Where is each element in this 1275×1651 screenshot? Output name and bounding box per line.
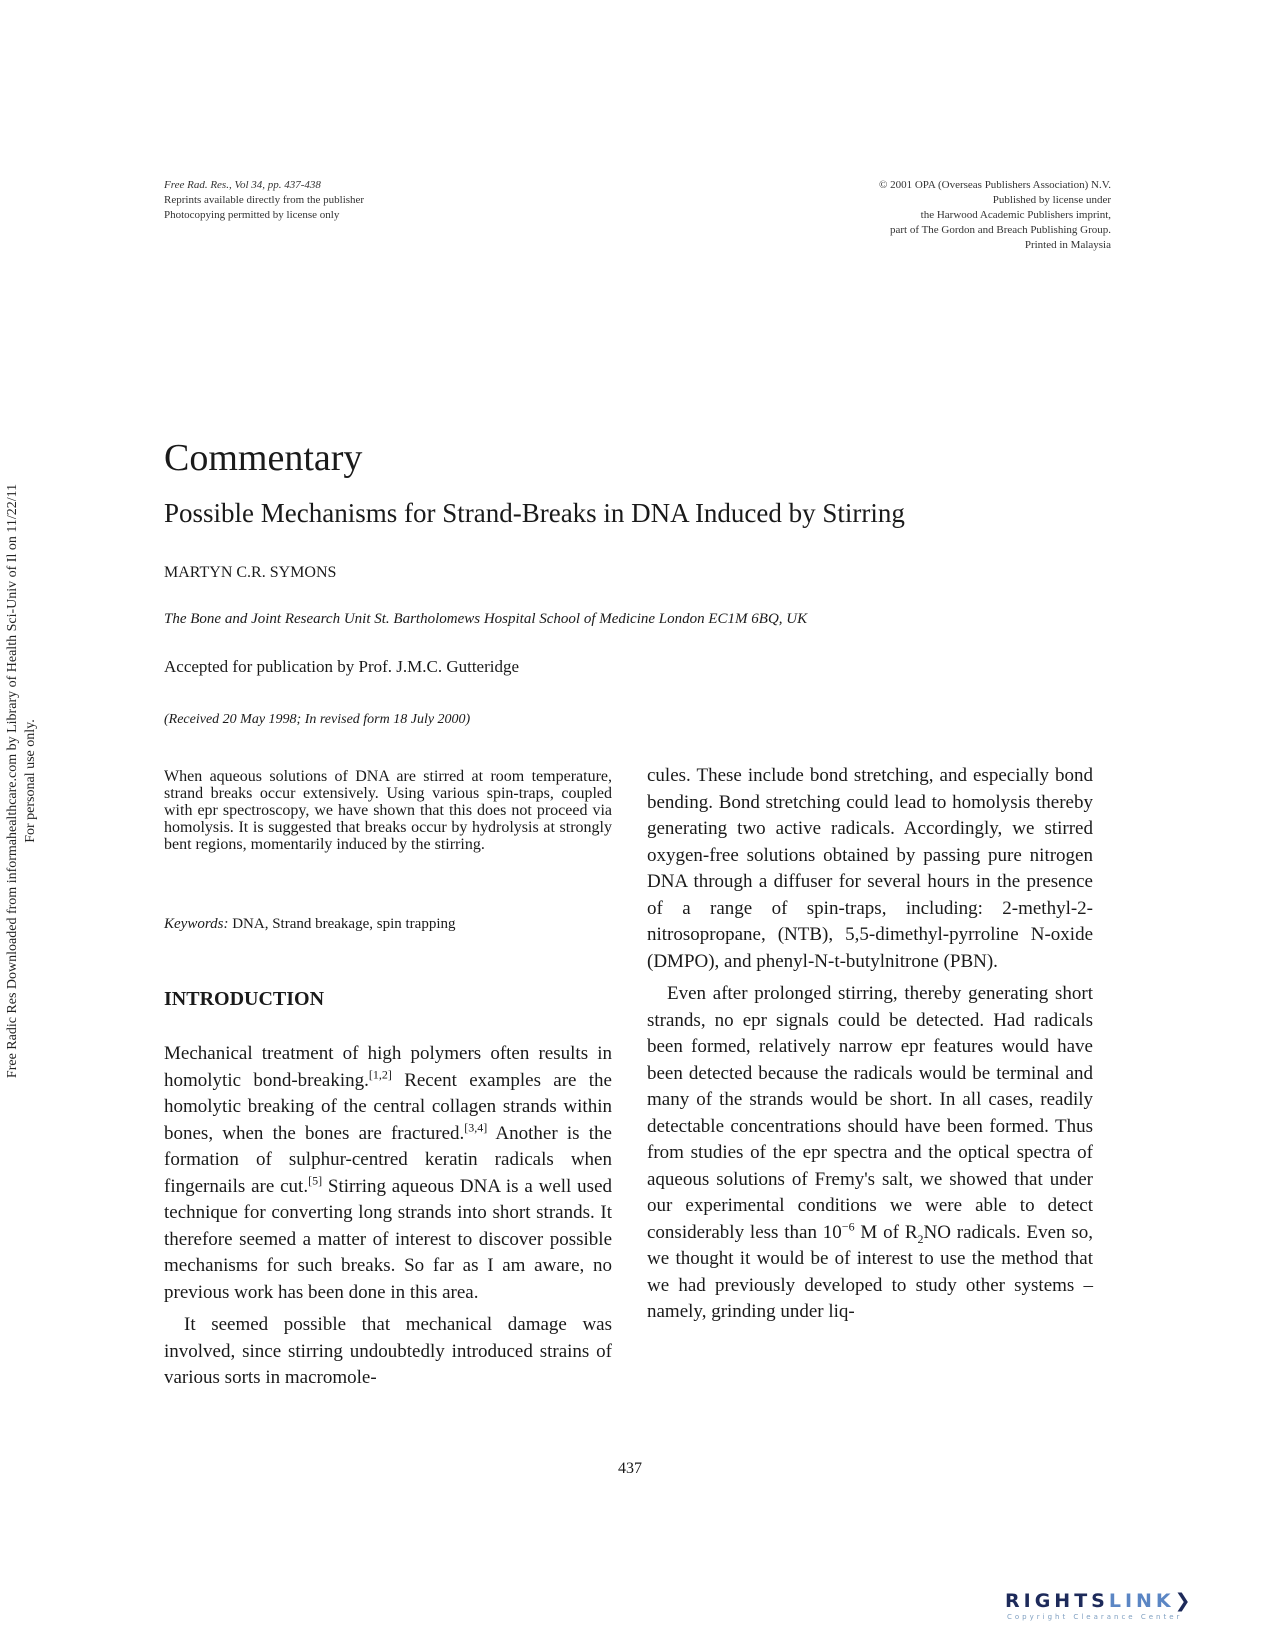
paragraph-3-text-a: Even after prolonged stirring, thereby generating short strands, no epr signals could be detected. Had radicals been formed, relatively narrow epr features would have been detected because the radicals would be terminal and many of the strands would be short. In all cases, readily detectable concentrations should have been formed. Thus from studies of the epr spectra and the optical spectra of aqueous solutions of Fremy's salt, we showed that under our experimental conditions we were able to detect considerably less than 10 [647,983,1093,1243]
section-heading-introduction: INTRODUCTION [164,988,325,1010]
paragraph-3 [647,981,1093,1326]
author-name: MARTYN C.R. SYMONS [164,564,337,581]
download-watermark-line2: For personal use only. [23,719,38,843]
download-watermark-line1: Free Radic Res Downloaded from informahealthcare.com by Library of Health Sci-Univ of Il on 11/22/11 [5,483,20,1079]
keywords-list: DNA, Strand breakage, spin trapping [232,916,456,932]
body-column-right [647,763,1093,1326]
paragraph-1-text-d: Stirring aqueous DNA is a well used technique for converting long strands into short strands. It therefore seemed a matter of interest to discover possible mechanisms for such breaks. So far as I am aware, no previous work has been done in this area. [164,1175,613,1303]
author-affiliation: The Bone and Joint Research Unit St. Bartholomews Hospital School of Medicine London EC1M 6BQ, UK [164,611,808,627]
received-dates: (Received 20 May 1998; In revised form 18 July 2000) [164,712,471,727]
paragraph-1 [164,1041,612,1306]
section-label: Commentary [164,437,363,479]
body-column-left [164,1041,612,1392]
citation-ref: [3,4] [464,1120,488,1135]
paragraph-2-start: It seemed possible that mechanical damage was involved, since stirring undoubtedly introduced strains of various sorts in macromole- [164,1314,612,1388]
rightslink-tagline: Copyright Clearance Center [1007,1613,1183,1621]
license-line: Published by license under [992,194,1111,206]
article-title: Possible Mechanisms for Strand-Breaks in DNA Induced by Stirring [164,498,905,528]
rightslink-wordmark: RIGHTSLINK❯ [1005,1590,1191,1612]
download-watermark [4,0,48,1651]
imprint-line: the Harwood Academic Publishers imprint, [920,209,1111,221]
copyright-block [751,178,1111,253]
publisher-group-line: part of The Gordon and Breach Publishing Group. [890,224,1111,236]
citation-ref: [1,2] [368,1067,392,1082]
paragraph-1-text-c: Another is the formation of sulphur-centred keratin radicals when fingernails are cut. [164,1122,612,1197]
accepted-note: Accepted for publication by Prof. J.M.C. Gutteridge [164,657,520,676]
journal-citation: Free Rad. Res., Vol 34, pp. 437-438 [164,179,321,191]
keywords-label: Keywords: [164,916,229,932]
paragraph-3-text-c: NO radicals. Even so, we thought it would be of interest to use the method that we had previously developed to study other systems – namely, grinding under liq- [647,1221,1093,1322]
paragraph-1-text-a: Mechanical treatment of high polymers often results in homolytic bond-breaking. [164,1043,612,1091]
abstract: When aqueous solutions of DNA are stirred at room temperature, strand breaks occur extensively. Using various spin-traps, coupled with epr spectroscopy, we have shown that this does not proceed via homolysis. It is suggested that breaks occur by hydrolysis at strongly bent regions, momentarily induced by the stirring. [164,768,612,853]
printed-in-line: Printed in Malaysia [1024,239,1111,251]
keywords [164,914,455,934]
copyright-line: © 2001 OPA (Overseas Publishers Association) N.V. [878,179,1111,191]
photocopying-note: Photocopying permitted by license only [164,209,340,221]
rightslink-logo[interactable] [1005,1590,1235,1630]
paragraph-2-continued: cules. These include bond stretching, and especially bond bending. Bond stretching could lead to homolysis thereby generating two active radicals. Accordingly, we stirred oxygen-free solutions obtained by passing pure nitrogen DNA through a diffuser for several hours in the presence of a range of spin-traps, including: 2-methyl-2-nitrosopropane, (NTB), 5,5-dimethyl-pyrroline N-oxide (DMPO), and phenyl-N-t-butylnitrone (PBN). [647,765,1093,972]
rightslink-chevron-icon: ❯ [1174,1590,1191,1612]
subscript: 2 [917,1231,924,1246]
paragraph-3-text-b: M of R [854,1221,918,1243]
page-number: 437 [618,1460,642,1477]
paragraph-1-text-b: Recent examples are the homolytic breaking of the central collagen strands within bones, when the bones are fractured. [164,1069,612,1144]
reprints-note: Reprints available directly from the publisher [164,194,365,206]
citation-ref: [5] [308,1173,323,1188]
exponent: −6 [841,1219,855,1234]
journal-citation-block [164,178,524,223]
